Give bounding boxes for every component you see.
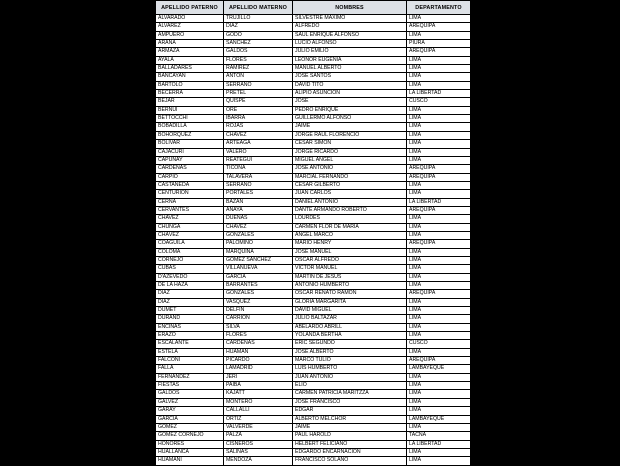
cell-apellido_materno: TICONA — [224, 165, 293, 173]
cell-nombres: MARCO TULIO — [293, 357, 407, 365]
cell-nombres: YOLANDA BERTHA — [293, 332, 407, 340]
cell-departamento: LIMA — [407, 31, 471, 39]
table-row — [156, 206, 471, 214]
cell-departamento: LIMA — [407, 256, 471, 264]
cell-departamento: AREQUIPA — [407, 357, 471, 365]
cell-apellido_paterno: CARPIO — [156, 173, 224, 181]
table-row — [156, 173, 471, 181]
cell-departamento: LIMA — [407, 307, 471, 315]
cell-apellido_materno: CISNEROS — [224, 440, 293, 448]
cell-apellido_paterno: GARAY — [156, 407, 224, 415]
cell-apellido_materno: MARQUINA — [224, 248, 293, 256]
cell-departamento: LIMA — [407, 407, 471, 415]
table-row — [156, 156, 471, 164]
cell-apellido_materno: GOMEZ SANCHEZ — [224, 256, 293, 264]
cell-apellido_paterno: BALLADARES — [156, 65, 224, 73]
cell-nombres: JUAN CARLOS — [293, 190, 407, 198]
table-row — [156, 390, 471, 398]
table-row — [156, 81, 471, 89]
cell-apellido_paterno: DUMET — [156, 307, 224, 315]
cell-apellido_paterno: D'AZEVEDO — [156, 273, 224, 281]
cell-departamento: TACNA — [407, 432, 471, 440]
cell-nombres: JAIME — [293, 123, 407, 131]
cell-departamento: LIMA — [407, 148, 471, 156]
cell-nombres: SAUL ENRIQUE ALFONSO — [293, 31, 407, 39]
cell-apellido_paterno: CHUNGA — [156, 223, 224, 231]
cell-departamento: CUSCO — [407, 340, 471, 348]
cell-nombres: MARTIN DE JESUS — [293, 273, 407, 281]
cell-apellido_paterno: CORNEJO — [156, 256, 224, 264]
cell-nombres: ELIO — [293, 382, 407, 390]
table-row — [156, 273, 471, 281]
cell-apellido_materno: SALINAS — [224, 448, 293, 456]
table-row — [156, 432, 471, 440]
cell-apellido_paterno: CHÁVEZ — [156, 231, 224, 239]
cell-nombres: LUIS HUMBERTO — [293, 365, 407, 373]
cell-nombres: JULIO BALTAZAR — [293, 315, 407, 323]
cell-nombres: ALFREDO — [293, 23, 407, 31]
cell-apellido_materno: ROJAS — [224, 123, 293, 131]
cell-apellido_paterno: BECERRA — [156, 90, 224, 98]
cell-apellido_materno: ORTIZ — [224, 415, 293, 423]
table-row — [156, 40, 471, 48]
cell-departamento: LIMA — [407, 156, 471, 164]
cell-apellido_materno: IBARRA — [224, 115, 293, 123]
cell-apellido_materno: RAMIREZ — [224, 65, 293, 73]
table-row — [156, 423, 471, 431]
cell-apellido_paterno: HONORES — [156, 440, 224, 448]
cell-nombres: DANTE ARMANDO ROBERTO — [293, 206, 407, 214]
cell-apellido_paterno: HUALLANCA — [156, 448, 224, 456]
cell-apellido_materno: TALAVERA — [224, 173, 293, 181]
cell-departamento: LIMA — [407, 65, 471, 73]
column-header-departamento: DEPARTAMENTO — [407, 1, 471, 15]
table-row — [156, 131, 471, 139]
cell-apellido_paterno: COAGUILA — [156, 240, 224, 248]
table-header — [156, 1, 471, 15]
cell-departamento: LIMA — [407, 382, 471, 390]
cell-departamento: LIMA — [407, 282, 471, 290]
table-row — [156, 90, 471, 98]
table-row — [156, 315, 471, 323]
cell-apellido_materno: TRUJILLO — [224, 15, 293, 23]
table-row — [156, 282, 471, 290]
cell-apellido_materno: GARCIA — [224, 273, 293, 281]
cell-nombres: JOSE SANTOS — [293, 73, 407, 81]
cell-nombres: ALIPIO ASUNCION — [293, 90, 407, 98]
cell-departamento: LIMA — [407, 131, 471, 139]
cell-apellido_paterno: BOLIVAR — [156, 140, 224, 148]
table-row — [156, 115, 471, 123]
cell-departamento: LIMA — [407, 81, 471, 89]
cell-nombres: LEONOR EUGENIA — [293, 56, 407, 64]
cell-nombres: DAVID TITO — [293, 81, 407, 89]
cell-apellido_paterno: HUAMANI — [156, 457, 224, 465]
cell-nombres: JUAN ANTONIO — [293, 373, 407, 381]
cell-departamento: LA LIBERTAD — [407, 198, 471, 206]
cell-apellido_paterno: ESCALANTE — [156, 340, 224, 348]
cell-nombres: CESAR SIMON — [293, 140, 407, 148]
cell-apellido_paterno: BOHORQUEZ — [156, 131, 224, 139]
table-row — [156, 323, 471, 331]
cell-apellido_materno: GODO — [224, 31, 293, 39]
cell-apellido_materno: SERRANO — [224, 81, 293, 89]
cell-departamento: LIMA — [407, 423, 471, 431]
cell-apellido_paterno: ARMAZA — [156, 48, 224, 56]
cell-apellido_materno: JERI — [224, 373, 293, 381]
cell-departamento: LIMA — [407, 348, 471, 356]
cell-nombres: JOSE — [293, 98, 407, 106]
table-row — [156, 365, 471, 373]
cell-apellido_materno: PRETEL — [224, 90, 293, 98]
cell-apellido_materno: CHAVEZ — [224, 131, 293, 139]
cell-departamento: LIMA — [407, 106, 471, 114]
cell-apellido_materno: DUEÑAS — [224, 215, 293, 223]
cell-apellido_materno: MENDOZA — [224, 457, 293, 465]
cell-apellido_paterno: CHAVEZ — [156, 215, 224, 223]
cell-departamento: LIMA — [407, 15, 471, 23]
cell-apellido_materno: HUAMAN — [224, 348, 293, 356]
table-row — [156, 223, 471, 231]
table-row — [156, 240, 471, 248]
table-body — [156, 15, 471, 466]
cell-nombres: MARIO HENRY — [293, 240, 407, 248]
cell-nombres: SILVESTRE MAXIMO — [293, 15, 407, 23]
column-header-apellido-paterno: APELLIDO PATERNO — [156, 1, 224, 15]
cell-apellido_paterno: DIAZ — [156, 290, 224, 298]
cell-nombres: EDGARDO ENCARNACION — [293, 448, 407, 456]
cell-apellido_paterno: COLOMA — [156, 248, 224, 256]
column-header-nombres: NOMBRES — [293, 1, 407, 15]
cell-apellido_paterno: AMPUERO — [156, 31, 224, 39]
table-row — [156, 440, 471, 448]
cell-nombres: JOSE MANUEL — [293, 248, 407, 256]
cell-apellido_materno: ANAYA — [224, 206, 293, 214]
cell-nombres: OSCAR RENATO RAMON — [293, 290, 407, 298]
cell-apellido_paterno: FALCONI — [156, 357, 224, 365]
cell-nombres: JOSE ANTONIO — [293, 165, 407, 173]
cell-apellido_materno: SILVA — [224, 323, 293, 331]
table-row — [156, 307, 471, 315]
table-row — [156, 373, 471, 381]
table-row — [156, 448, 471, 456]
cell-departamento: CUSCO — [407, 98, 471, 106]
roster-table — [155, 0, 471, 466]
table-row — [156, 31, 471, 39]
cell-nombres: FRANCISCO SOLANO — [293, 457, 407, 465]
cell-nombres: ALBERTO MELCHOR — [293, 415, 407, 423]
column-header-apellido-materno: APELLIDO MATERNO — [224, 1, 293, 15]
table-row — [156, 73, 471, 81]
cell-nombres: ANTONIO HUMBERTO — [293, 282, 407, 290]
cell-departamento: LIMA — [407, 231, 471, 239]
table-row — [156, 248, 471, 256]
table-row — [156, 340, 471, 348]
cell-nombres: CARMEN FLOR DE MARIA — [293, 223, 407, 231]
cell-nombres: CARMEN PATRICIA MARITZZA — [293, 390, 407, 398]
cell-departamento: LIMA — [407, 373, 471, 381]
cell-departamento: LAMBAYEQUE — [407, 365, 471, 373]
table-row — [156, 215, 471, 223]
cell-apellido_paterno: ERAZO — [156, 332, 224, 340]
cell-apellido_paterno: CARDENAS — [156, 165, 224, 173]
cell-departamento: LIMA — [407, 265, 471, 273]
cell-departamento: LIMA — [407, 223, 471, 231]
cell-nombres: ANGEL MARCO — [293, 231, 407, 239]
cell-nombres: JOSE FRANCISCO — [293, 398, 407, 406]
cell-apellido_materno: VALVERDE — [224, 423, 293, 431]
cell-apellido_paterno: CERNA — [156, 198, 224, 206]
cell-nombres: DANIEL ANTONIO — [293, 198, 407, 206]
table-row — [156, 65, 471, 73]
cell-apellido_paterno: CENTURION — [156, 190, 224, 198]
cell-departamento: LIMA — [407, 140, 471, 148]
cell-nombres: OSCAR ALFREDO — [293, 256, 407, 264]
cell-apellido_paterno: CAJACURI — [156, 148, 224, 156]
cell-apellido_materno: QUISPE — [224, 98, 293, 106]
table-row — [156, 382, 471, 390]
cell-nombres: VICTOR MANUEL — [293, 265, 407, 273]
cell-apellido_paterno: BERNUI — [156, 106, 224, 114]
cell-apellido_materno: DIAZ — [224, 23, 293, 31]
table-row — [156, 140, 471, 148]
cell-apellido_paterno: ENCINAS — [156, 323, 224, 331]
cell-apellido_materno: KAJATT — [224, 390, 293, 398]
table-row — [156, 148, 471, 156]
cell-nombres: JULIO EMILIO — [293, 48, 407, 56]
cell-apellido_paterno: FIESTAS — [156, 382, 224, 390]
cell-apellido_materno: VILLANUEVA — [224, 265, 293, 273]
cell-departamento: LIMA — [407, 73, 471, 81]
cell-departamento: LIMA — [407, 298, 471, 306]
table-row — [156, 357, 471, 365]
cell-apellido_paterno: CUBAS — [156, 265, 224, 273]
cell-apellido_paterno: BARTOLO — [156, 81, 224, 89]
table-row — [156, 231, 471, 239]
cell-departamento: AREQUIPA — [407, 240, 471, 248]
table-row — [156, 332, 471, 340]
cell-apellido_paterno: ALVARADO — [156, 15, 224, 23]
table-row — [156, 190, 471, 198]
table-row — [156, 407, 471, 415]
cell-nombres: GUILLERMO ALFONSO — [293, 115, 407, 123]
cell-departamento: LIMA — [407, 448, 471, 456]
cell-apellido_paterno: AYALA — [156, 56, 224, 64]
cell-nombres: PAUL HAROLD — [293, 432, 407, 440]
table-row — [156, 123, 471, 131]
cell-apellido_materno: FLORES — [224, 332, 293, 340]
cell-nombres: ABELARDO ABRILL — [293, 323, 407, 331]
cell-nombres: ERIC SEGUNDO — [293, 340, 407, 348]
cell-apellido_paterno: FERNANDEZ — [156, 373, 224, 381]
cell-apellido_materno: VALERO — [224, 148, 293, 156]
cell-apellido_paterno: ESTELA — [156, 348, 224, 356]
table-row — [156, 415, 471, 423]
cell-apellido_paterno: ARANA — [156, 40, 224, 48]
cell-nombres: HELBERT FELICIANO — [293, 440, 407, 448]
cell-apellido_paterno: GOMEZ CORNEJO — [156, 432, 224, 440]
cell-apellido_materno: GONZALES — [224, 290, 293, 298]
roster-table-container — [155, 0, 470, 466]
cell-nombres: LUCIO ALFONSO — [293, 40, 407, 48]
cell-apellido_materno: MONTERO — [224, 398, 293, 406]
cell-apellido_materno: CHAVEZ — [224, 223, 293, 231]
cell-apellido_materno: SANCHEZ — [224, 40, 293, 48]
table-row — [156, 398, 471, 406]
cell-nombres: LOURDES — [293, 215, 407, 223]
cell-apellido_paterno: DIAZ — [156, 298, 224, 306]
cell-apellido_materno: PORTALES — [224, 190, 293, 198]
cell-departamento: LIMA — [407, 457, 471, 465]
cell-departamento: LIMA — [407, 315, 471, 323]
table-row — [156, 181, 471, 189]
cell-apellido_materno: PAIBA — [224, 382, 293, 390]
cell-departamento: LIMA — [407, 273, 471, 281]
cell-apellido_materno: FLORES — [224, 56, 293, 64]
cell-apellido_materno: CARDENAS — [224, 340, 293, 348]
cell-apellido_paterno: FALLA — [156, 365, 224, 373]
table-row — [156, 298, 471, 306]
cell-departamento: LIMA — [407, 190, 471, 198]
cell-apellido_paterno: BEJAR — [156, 98, 224, 106]
cell-apellido_materno: REATEGUI — [224, 156, 293, 164]
cell-apellido_materno: PICARDO — [224, 357, 293, 365]
cell-departamento: AREQUIPA — [407, 173, 471, 181]
cell-apellido_paterno: GOMEZ — [156, 423, 224, 431]
cell-nombres: MARCIAL FERNANDO — [293, 173, 407, 181]
cell-nombres: MANUEL ALBERTO — [293, 65, 407, 73]
cell-nombres: JORGE RICARDO — [293, 148, 407, 156]
cell-apellido_materno: PALZA — [224, 432, 293, 440]
cell-apellido_paterno: GALVEZ — [156, 398, 224, 406]
cell-apellido_materno: SERRANO — [224, 181, 293, 189]
cell-apellido_paterno: GARCIA — [156, 415, 224, 423]
cell-nombres: JOSE ALBERTO — [293, 348, 407, 356]
cell-apellido_materno: ORE — [224, 106, 293, 114]
cell-departamento: LIMA — [407, 248, 471, 256]
cell-departamento: LA LIBERTAD — [407, 90, 471, 98]
cell-apellido_materno: LAMADRID — [224, 365, 293, 373]
table-row — [156, 23, 471, 31]
cell-departamento: AREQUIPA — [407, 48, 471, 56]
cell-apellido_paterno: CAPUÑAY — [156, 156, 224, 164]
cell-nombres: EDGAR — [293, 407, 407, 415]
cell-nombres: GLORIA MARGARITA — [293, 298, 407, 306]
table-row — [156, 198, 471, 206]
cell-departamento: LA LIBERTAD — [407, 440, 471, 448]
cell-apellido_materno: PALOMINO — [224, 240, 293, 248]
cell-departamento: LIMA — [407, 398, 471, 406]
cell-apellido_paterno: GALDOS — [156, 390, 224, 398]
cell-departamento: LIMA — [407, 56, 471, 64]
cell-departamento: AREQUIPA — [407, 165, 471, 173]
cell-apellido_paterno: ALVAREZ — [156, 23, 224, 31]
cell-apellido_materno: BAZAN — [224, 198, 293, 206]
table-row — [156, 98, 471, 106]
cell-apellido_materno: CALLALLI — [224, 407, 293, 415]
table-row — [156, 15, 471, 23]
cell-apellido_paterno: DURAND — [156, 315, 224, 323]
cell-apellido_materno: ANTON — [224, 73, 293, 81]
table-row — [156, 265, 471, 273]
cell-apellido_materno: BARRANTES — [224, 282, 293, 290]
cell-departamento: LIMA — [407, 390, 471, 398]
cell-apellido_paterno: DE LA HAZA — [156, 282, 224, 290]
cell-apellido_paterno: BETTOCCHI — [156, 115, 224, 123]
cell-apellido_paterno: CERVANTES — [156, 206, 224, 214]
cell-apellido_materno: VASQUEZ — [224, 298, 293, 306]
cell-departamento: PIURA — [407, 40, 471, 48]
table-row — [156, 348, 471, 356]
cell-nombres: MIGUEL ANGEL — [293, 156, 407, 164]
cell-nombres: DAVID MIGUEL — [293, 307, 407, 315]
cell-nombres: CESAR GILBERTO — [293, 181, 407, 189]
cell-departamento: LIMA — [407, 123, 471, 131]
cell-departamento: LIMA — [407, 323, 471, 331]
table-row — [156, 256, 471, 264]
cell-departamento: LIMA — [407, 215, 471, 223]
cell-nombres: JORGE RAUL FLORENCIO — [293, 131, 407, 139]
cell-departamento: AREQUIPA — [407, 290, 471, 298]
cell-apellido_materno: ARTEAGA — [224, 140, 293, 148]
cell-departamento: LIMA — [407, 115, 471, 123]
table-row — [156, 106, 471, 114]
cell-apellido_materno: GONZALES — [224, 231, 293, 239]
cell-nombres: JAIME — [293, 423, 407, 431]
table-row — [156, 165, 471, 173]
cell-departamento: AREQUIPA — [407, 206, 471, 214]
cell-apellido_paterno: BOBADILLA — [156, 123, 224, 131]
cell-departamento: LIMA — [407, 332, 471, 340]
cell-departamento: LAMBAYEQUE — [407, 415, 471, 423]
table-row — [156, 56, 471, 64]
cell-nombres: PEDRO ENRIQUE — [293, 106, 407, 114]
cell-departamento: LIMA — [407, 181, 471, 189]
cell-apellido_materno: DELFIN — [224, 307, 293, 315]
cell-apellido_materno: GALDOS — [224, 48, 293, 56]
table-header-row — [156, 1, 471, 15]
cell-departamento: AREQUIPA — [407, 23, 471, 31]
cell-apellido_materno: CARRION — [224, 315, 293, 323]
table-row — [156, 290, 471, 298]
table-row — [156, 457, 471, 465]
table-row — [156, 48, 471, 56]
cell-apellido_paterno: BANCAYAN — [156, 73, 224, 81]
cell-apellido_paterno: CASTAÑEDA — [156, 181, 224, 189]
